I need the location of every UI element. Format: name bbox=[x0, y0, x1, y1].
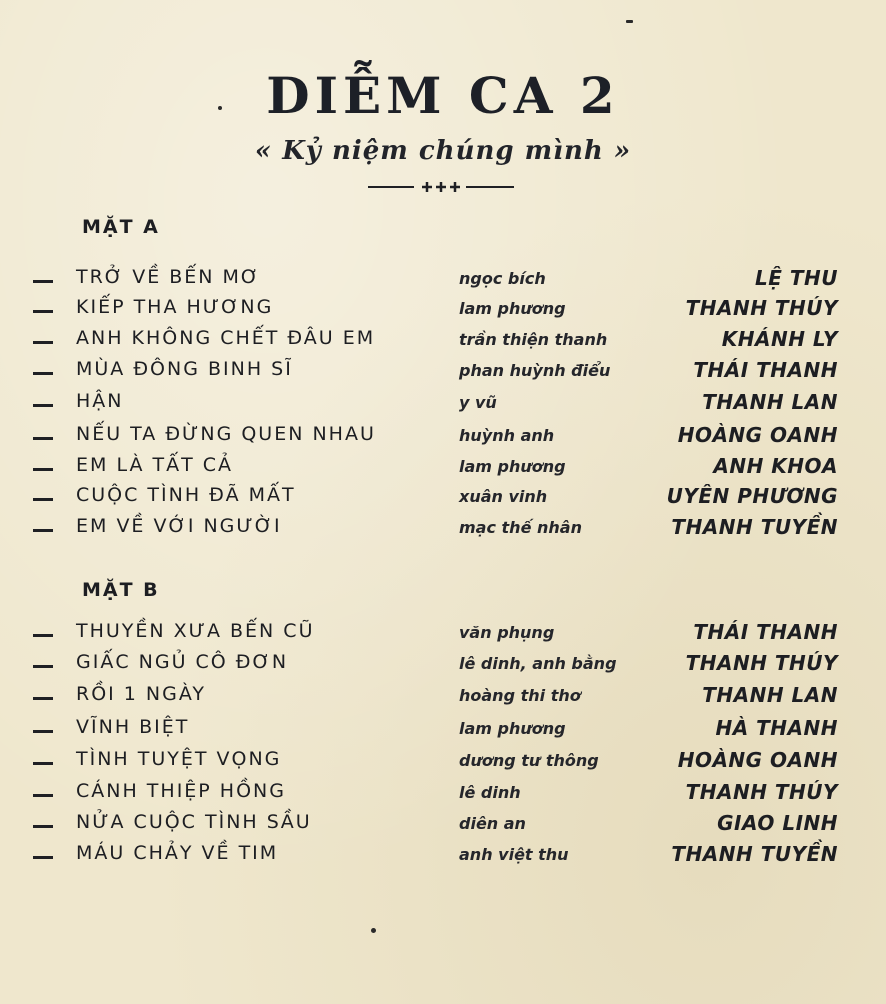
track-singer: THANH THÚY bbox=[685, 780, 838, 804]
track-title: MÙA ĐÔNG BINH SĨ bbox=[76, 358, 293, 380]
track-row bbox=[0, 683, 886, 713]
track-singer: THANH THÚY bbox=[685, 651, 838, 675]
track-title: THUYỀN XƯA BẾN CŨ bbox=[76, 620, 315, 642]
track-composer: trần thiện thanh bbox=[459, 330, 608, 349]
track-singer: THANH THÚY bbox=[685, 296, 838, 320]
track-composer: lê dinh bbox=[459, 783, 521, 802]
track-title: CÁNH THIỆP HỒNG bbox=[76, 780, 286, 802]
track-title: RỒI 1 NGÀY bbox=[76, 683, 206, 705]
dash-icon bbox=[33, 697, 53, 700]
track-row bbox=[0, 515, 886, 545]
track-composer: anh việt thu bbox=[459, 845, 569, 864]
dash-icon bbox=[33, 437, 53, 440]
dash-icon bbox=[33, 762, 53, 765]
track-row bbox=[0, 484, 886, 514]
track-singer: ANH KHOA bbox=[713, 454, 838, 478]
track-row bbox=[0, 716, 886, 746]
track-row bbox=[0, 390, 886, 420]
ink-speck bbox=[371, 928, 376, 933]
side-b-label: MẶT B bbox=[82, 579, 160, 601]
dash-icon bbox=[33, 468, 53, 471]
dash-icon bbox=[33, 372, 53, 375]
track-singer: GIAO LINH bbox=[717, 811, 838, 835]
track-row bbox=[0, 780, 886, 810]
track-singer: HOÀNG OANH bbox=[677, 748, 838, 772]
track-singer: UYÊN PHƯƠNG bbox=[666, 484, 838, 508]
track-singer: THÁI THANH bbox=[693, 358, 838, 382]
track-title: VĨNH BIỆT bbox=[76, 716, 190, 738]
track-composer: hoàng thi thơ bbox=[459, 686, 581, 705]
track-row bbox=[0, 651, 886, 681]
track-title: ANH KHÔNG CHẾT ĐÂU EM bbox=[76, 327, 376, 349]
track-title: EM LÀ TẤT CẢ bbox=[76, 454, 234, 476]
track-title: KIẾP THA HƯƠNG bbox=[76, 296, 274, 318]
dash-icon bbox=[33, 856, 53, 859]
track-composer: ngọc bích bbox=[459, 269, 546, 288]
track-title: CUỘC TÌNH ĐÃ MẤT bbox=[76, 484, 296, 506]
track-composer: mạc thế nhân bbox=[459, 518, 582, 537]
album-subtitle: « Kỷ niệm chúng mình » bbox=[254, 136, 632, 166]
dash-icon bbox=[33, 529, 53, 532]
dash-icon bbox=[33, 794, 53, 797]
track-singer: KHÁNH LY bbox=[721, 327, 838, 351]
track-singer: HOÀNG OANH bbox=[677, 423, 838, 447]
track-row bbox=[0, 358, 886, 388]
track-row bbox=[0, 811, 886, 841]
track-composer: văn phụng bbox=[459, 623, 555, 642]
dash-icon bbox=[33, 310, 53, 313]
track-composer: lam phương bbox=[459, 719, 566, 738]
track-row bbox=[0, 454, 886, 484]
album-title: DIỄM CA 2 bbox=[266, 66, 620, 125]
track-composer: xuân vinh bbox=[459, 487, 548, 506]
dash-icon bbox=[33, 730, 53, 733]
dash-icon bbox=[33, 280, 53, 283]
track-singer: THANH LAN bbox=[702, 683, 838, 707]
track-composer: dương tư thông bbox=[459, 751, 599, 770]
ink-speck bbox=[626, 20, 633, 23]
track-title: NẾU TA ĐỪNG QUEN NHAU bbox=[76, 423, 376, 445]
dash-icon bbox=[33, 498, 53, 501]
track-composer: y vũ bbox=[459, 393, 497, 412]
track-singer: THANH TUYỀN bbox=[671, 515, 838, 539]
track-title: MÁU CHẢY VỀ TIM bbox=[76, 842, 279, 864]
track-row bbox=[0, 327, 886, 357]
track-composer: huỳnh anh bbox=[459, 426, 555, 445]
track-row bbox=[0, 423, 886, 453]
track-row bbox=[0, 296, 886, 326]
track-title: GIẤC NGỦ CÔ ĐƠN bbox=[76, 651, 289, 673]
track-row bbox=[0, 620, 886, 650]
side-a-label: MẶT A bbox=[82, 216, 160, 238]
track-row bbox=[0, 748, 886, 778]
track-composer: lam phương bbox=[459, 299, 566, 318]
track-title: TRỞ VỀ BẾN MƠ bbox=[76, 266, 261, 288]
track-title: HẬN bbox=[76, 390, 124, 412]
dash-icon bbox=[33, 404, 53, 407]
track-composer: phan huỳnh điểu bbox=[459, 361, 611, 380]
dash-icon bbox=[33, 634, 53, 637]
track-composer: diên an bbox=[459, 814, 526, 833]
track-row bbox=[0, 266, 886, 296]
dash-icon bbox=[33, 665, 53, 668]
track-title: TÌNH TUYỆT VỌNG bbox=[76, 748, 282, 770]
dash-icon bbox=[33, 825, 53, 828]
track-singer: THANH LAN bbox=[702, 390, 838, 414]
track-singer: LỆ THU bbox=[755, 266, 838, 290]
dash-icon bbox=[33, 341, 53, 344]
track-singer: THÁI THANH bbox=[693, 620, 838, 644]
track-singer: HÀ THANH bbox=[715, 716, 838, 740]
track-composer: lê dinh, anh bằng bbox=[459, 654, 617, 673]
track-title: NỬA CUỘC TÌNH SẦU bbox=[76, 811, 312, 833]
track-row bbox=[0, 842, 886, 872]
track-title: EM VỀ VỚI NGƯỜI bbox=[76, 515, 282, 537]
ornament-divider bbox=[366, 178, 516, 194]
track-composer: lam phương bbox=[459, 457, 566, 476]
track-singer: THANH TUYỀN bbox=[671, 842, 838, 866]
